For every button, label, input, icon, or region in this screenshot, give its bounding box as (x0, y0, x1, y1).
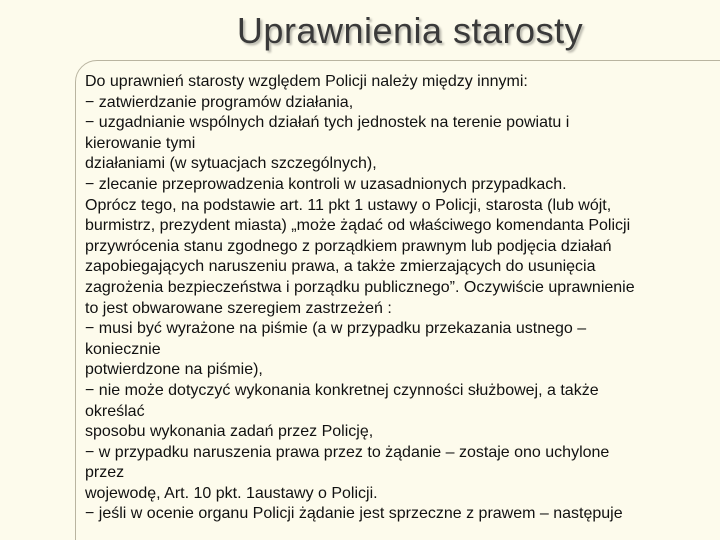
text-line: potwierdzone na piśmie), (85, 361, 263, 379)
text-line: przywrócenia stanu zgodnego z porządkiem prawnym lub podjęcia działań (85, 237, 612, 255)
text-line: − nie może dotyczyć wykonania konkretnej czynności służbowej, a także (85, 381, 599, 399)
text-line: wojewodę, Art. 10 pkt. 1austawy o Policji. (85, 484, 378, 502)
text-line: to jest obwarowane szeregiem zastrzeżeń : (85, 299, 392, 317)
text-line: Oprócz tego, na podstawie art. 11 pkt 1 ustawy o Policji, starosta (lub wójt, (85, 196, 612, 214)
text-line: − zlecanie przeprowadzenia kontroli w uzasadnionych przypadkach. (85, 175, 567, 193)
text-line: − zatwierdzanie programów działania, (85, 93, 354, 111)
text-line: Do uprawnień starosty względem Policji należy między innymi: (85, 73, 528, 90)
text-line: kierowanie tymi (85, 134, 196, 152)
text-line: zapobiegających naruszeniu prawa, a także zmierzających do usunięcia (85, 258, 596, 276)
text-line: burmistrz, prezydent miasta) „może żądać od właściwego komendanta Policji (85, 217, 631, 235)
text-line: − uzgadnianie wspólnych działań tych jednostek na terenie powiatu i (85, 114, 570, 132)
text-line: koniecznie (85, 340, 161, 358)
text-line: przez (85, 464, 125, 482)
text-line: − w przypadku naruszenia prawa przez to żądanie – zostaje ono uchylone (85, 443, 610, 461)
text-line: zagrożenia bezpieczeństwa i porządku publicznego”. Oczywiście uprawnienie (85, 278, 635, 296)
text-line: − jeśli w ocenie organu Policji żądanie jest sprzeczne z prawem – następuje (85, 505, 623, 523)
text-line: określać (85, 402, 145, 420)
text-line: sposobu wykonania zadań przez Policję, (85, 423, 374, 441)
slide-title: Uprawnienia starosty (236, 10, 584, 51)
text-line: − musi być wyrażone na piśmie (a w przypadku przekazania ustnego – (85, 320, 587, 338)
body-text (85, 72, 715, 525)
text-line: działaniami (w sytuacjach szczególnych), (85, 155, 377, 173)
